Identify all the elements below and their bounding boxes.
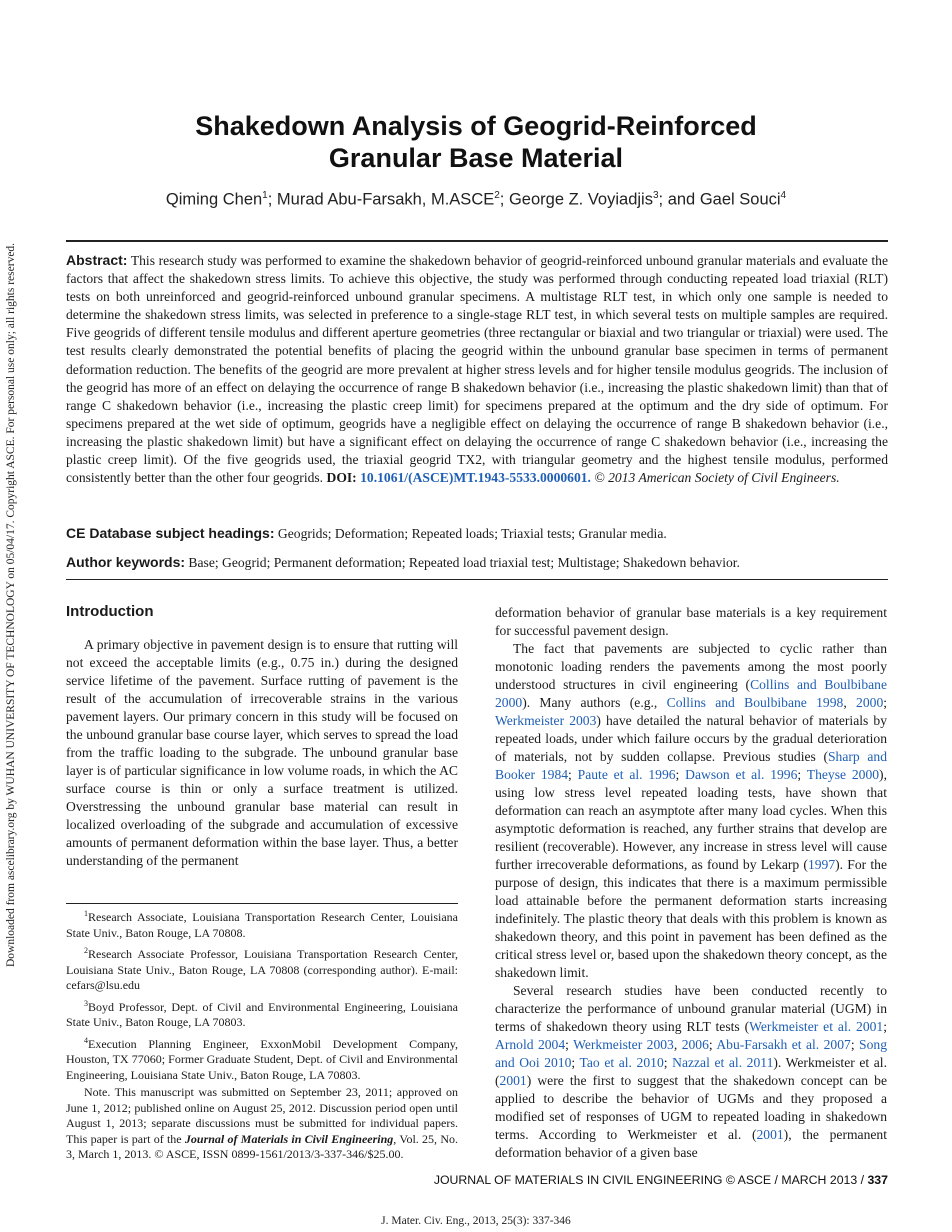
abstract-label: Abstract: xyxy=(66,252,128,268)
paragraph-text: ) have detailed the natural behavior of materials by repeated loads, under which failure occurs by the gradual deterioration of materials, not by sudden collapse. Previous studies ( xyxy=(495,713,887,764)
paragraph-text: ), using low stress level repeated loading tests, have shown that deformation can reach an asymptote after many load cycles. When this asymptotic deformation is reached, any further strains that develop are resilient (recoverable). However, any increase in stress level will cause further irrecoverable deformations, as found by Lekarp ( xyxy=(495,767,887,872)
running-footer xyxy=(434,1173,888,1187)
subject-headings-label: CE Database subject headings: xyxy=(66,525,275,541)
intro-paragraph-2 xyxy=(495,640,887,982)
page-number: 337 xyxy=(867,1173,888,1187)
journal-name: Journal of Materials in Civil Engineering xyxy=(184,1131,394,1146)
reference-link[interactable]: 2001 xyxy=(499,1073,527,1088)
footnote-text: Execution Planning Engineer, ExxonMobil Development Company, Houston, TX 77060; Former Graduate Student, Dept. of Civil and Environmental Engineering, Louisiana State Univ., Baton Rouge, LA 70803. xyxy=(66,1036,458,1082)
intro-continuation: deformation behavior of granular base materials is a key requirement for successful pavement design. xyxy=(495,605,887,638)
title-line-2: Granular Base Material xyxy=(328,143,624,173)
paragraph-text: Several research studies have been conducted recently to characterize the performance of unbound granular material (UGM) in terms of shakedown theory using RLT tests ( xyxy=(495,983,887,1034)
reference-link[interactable]: 2000 xyxy=(856,695,884,710)
paragraph-text: The fact that pavements are subjected to cyclic rather than monotonic loading renders the pavements among the most poorly understood structures in civil engineering ( xyxy=(495,641,887,692)
paragraph-text: ). Many authors (e.g., xyxy=(522,695,667,710)
manuscript-note xyxy=(66,1085,458,1163)
abstract-block xyxy=(66,251,888,487)
subject-headings-text: Geogrids; Deformation; Repeated loads; Triaxial tests; Granular media. xyxy=(277,526,667,541)
reference-link[interactable]: 2006 xyxy=(681,1037,709,1052)
reference-link[interactable]: Nazzal et al. 2011 xyxy=(672,1055,774,1070)
paragraph-text: ; xyxy=(571,1055,580,1070)
author-name: Gael Souci xyxy=(699,190,781,209)
author-name: Murad Abu-Farsakh, M.ASCE xyxy=(276,190,495,209)
reference-link[interactable]: Collins and Boulbibane 1998 xyxy=(666,695,844,710)
author-separator: ; xyxy=(499,190,509,209)
footnote-text: Boyd Professor, Dept. of Civil and Environmental Engineering, Louisiana State Univ., Baton Rouge, LA 70803. xyxy=(66,999,458,1029)
footnote-marker: 2 xyxy=(84,946,88,955)
paragraph-text: ; xyxy=(850,1037,860,1052)
paragraph-text: ; xyxy=(568,767,578,782)
paragraph-text: ; xyxy=(708,1037,717,1052)
citation-line: J. Mater. Civ. Eng., 2013, 25(3): 337-346 xyxy=(381,1215,571,1227)
reference-link[interactable]: Tao et al. 2010 xyxy=(579,1055,664,1070)
download-notice-text: Downloaded from ascelibrary.org by WUHAN UNIVERSITY OF TECHNOLOGY on 05/04/17. Copyright ASCE. For personal use only; all rights reserved. xyxy=(5,242,17,968)
paper-title xyxy=(66,110,886,174)
paragraph-text: ; xyxy=(675,767,686,782)
author-keywords-label: Author keywords: xyxy=(66,554,186,570)
footnote-3 xyxy=(66,996,458,1031)
reference-link[interactable]: Werkmeister 2003 xyxy=(495,713,597,728)
reference-link[interactable]: Werkmeister 2003 xyxy=(573,1037,674,1052)
footnote-marker: 3 xyxy=(84,998,88,1008)
title-line-1: Shakedown Analysis of Geogrid-Reinforced xyxy=(195,111,757,141)
subject-headings xyxy=(66,524,888,543)
paragraph-text: ), the permanent deformation behavior of a given base xyxy=(495,1127,887,1160)
paragraph-text: , xyxy=(673,1037,682,1052)
author-affiliation-marker: 2 xyxy=(494,190,500,201)
abstract-copyright: © 2013 American Society of Civil Engineers. xyxy=(594,470,840,486)
paragraph-text: ) were the first to suggest that the shakedown concept can be applied to describe the behavior of UGMs and they proposed a modified set of responses of UGM to repeated loading in shakedown terms. According to Werkmeister et al. ( xyxy=(495,1073,887,1142)
section-heading-introduction: Introduction xyxy=(66,603,154,620)
intro-paragraph-1: A primary objective in pavement design is to ensure that rutting will not exceed the acceptable limits (e.g., 0.75 in.) during the designed service lifetime of the pavement. Surface rutting of pavement is the result of the accumulation of irrecoverable strains in the various pavement layers. Our primary concern in this study will be focused on the unbound granular base course layer, which serves to spread the load from the traffic loading to the subgrade. The unbound granular base layer is of particular significance in low volume roads, in which the AC surface course is thin or only a surface treatment is utilized. Overstressing the unbound granular base material can result in localized overloading of the subgrade and accumulation of excessive amounts of permanent deformation within the base layer. Thus, a better understanding of the permanent xyxy=(66,637,458,868)
footnote-4 xyxy=(66,1033,458,1084)
paragraph-text: ; xyxy=(565,1037,574,1052)
paragraph-text: , xyxy=(843,695,857,710)
reference-link[interactable]: Paute et al. 1996 xyxy=(577,767,676,782)
left-column xyxy=(66,636,458,870)
reference-link[interactable]: 1997 xyxy=(807,857,836,872)
paragraph-text: ; xyxy=(797,767,807,782)
reference-link[interactable]: Theyse 2000 xyxy=(806,767,880,782)
intro-paragraph-3 xyxy=(495,982,887,1162)
reference-link[interactable]: Dawson et al. 1996 xyxy=(685,767,798,782)
paragraph-text: ). For the purpose of design, this indicates that there is a maximum permissible load attainable before the permanent deformation starts increasing indefinitely. The plastic theory that deals with this problem is known as shakedown theory, and this point in pavement has been defined as the critical stress level or, based upon the shakedown theory concept, as the shakedown limit. xyxy=(495,857,887,980)
footnote-text: Research Associate, Louisiana Transportation Research Center, Louisiana State Univ., Baton Rouge, LA 70808. xyxy=(66,910,458,940)
abstract-rule xyxy=(66,579,888,580)
author-keywords xyxy=(66,553,888,572)
footnote-marker: 1 xyxy=(84,909,88,918)
author-list xyxy=(66,190,886,210)
reference-link[interactable]: Collins and Boulbibane 2000 xyxy=(495,677,887,710)
right-column xyxy=(495,604,887,1162)
doi-label: DOI: xyxy=(326,470,357,486)
reference-link[interactable]: 2001 xyxy=(756,1127,784,1142)
author-affiliation-marker: 4 xyxy=(780,190,787,201)
abstract-text: This research study was performed to examine the shakedown behavior of geogrid-reinforced unbound granular materials and evaluate the factors that affect the shakedown stress limits. To achieve this objective, the study was performed through conducting repeated load triaxial (RLT) tests on both unreinforced and geogrid-reinforced unbound granular specimens. A multistage RLT test, in which only one sample is needed to determine the shakedown stress limits, was selected in preference to a single-stage RLT test, in which several tests on multiple samples are required. Five geogrids of different tensile modulus and different aperture geometries (three rectangular or biaxial and two triangular or triaxial) were used. The test results clearly demonstrated the potential benefits of placing the geogrid within the unbound granular base specimen in terms of permanent deformation reduction. The benefits of the geogrid are more prevalent at higher stress levels and for higher tensile modulus geogrids. The inclusion of the geogrid has more of an effect on delaying the occurrence of range B shakedown behavior (i.e., increasing the plastic shakedown limit) than that of range C shakedown behavior (i.e., increasing the plastic creep limit) for specimens prepared at the optimum and the dry side of optimum. For specimens prepared at the wet side of optimum, geogrids have a negligible effect on delaying the occurrence of range B shakedown behavior (i.e., increasing the plastic shakedown limit) but have a significant effect on delaying the occurrence of range C shakedown behavior (i.e., increasing the plastic creep limit). Of the five geogrids used, the triaxial geogrid TX2, with triangular geometry and the highest tensile modulus, performed consistently better than the other four geogrids. xyxy=(66,253,889,486)
paragraph-text: ; xyxy=(883,1019,887,1034)
footnote-marker: 4 xyxy=(84,1035,88,1045)
author-separator: ; xyxy=(267,190,277,209)
footnote-1 xyxy=(66,906,458,941)
author-name: George Z. Voyiadjis xyxy=(508,190,653,209)
doi-link[interactable]: 10.1061/(ASCE)MT.1943-5533.0000601. xyxy=(360,470,591,486)
footnote-text: Research Associate Professor, Louisiana Transportation Research Center, Louisiana State Univ., Baton Rouge, LA 70808 (corresponding author). E-mail: cefars@lsu.edu xyxy=(66,947,458,992)
author-separator: ; and xyxy=(658,190,700,209)
paragraph-text: ; xyxy=(883,695,888,710)
author-name: Qiming Chen xyxy=(165,190,263,209)
download-notice xyxy=(2,210,20,1000)
author-keywords-text: Base; Geogrid; Permanent deformation; Repeated load triaxial test; Multistage; Shakedown behavior. xyxy=(188,555,740,570)
footnote-2 xyxy=(66,943,458,994)
note-tail: , Vol. 25, No. 3, March 1, 2013. © ASCE, ISSN 0899-1561/2013/3-337-346/$25.00. xyxy=(66,1131,458,1161)
footnote-rule xyxy=(66,903,458,904)
reference-link[interactable]: Sharp and Booker 1984 xyxy=(495,749,887,782)
footnotes xyxy=(66,906,458,1165)
reference-link[interactable]: Werkmeister et al. 2001 xyxy=(749,1019,884,1034)
paragraph-text: ). Werkmeister et al. ( xyxy=(495,1055,887,1088)
running-footer-text: JOURNAL OF MATERIALS IN CIVIL ENGINEERING © ASCE / MARCH 2013 / xyxy=(433,1173,868,1187)
reference-link[interactable]: Arnold 2004 xyxy=(495,1037,566,1052)
note-text: Note. This manuscript was submitted on September 23, 2011; approved on June 1, 2012; published online on August 25, 2012. Discussion period open until August 1, 2013; separate discussions must be submitted for individual papers. This paper is part of the xyxy=(66,1085,458,1146)
header-rule xyxy=(66,240,888,242)
author-affiliation-marker: 3 xyxy=(652,190,659,201)
author-affiliation-marker: 1 xyxy=(262,190,268,201)
reference-link[interactable]: Abu-Farsakh et al. 2007 xyxy=(716,1037,851,1052)
reference-link[interactable]: Song and Ooi 2010 xyxy=(495,1037,887,1070)
paragraph-text: ; xyxy=(663,1055,673,1070)
